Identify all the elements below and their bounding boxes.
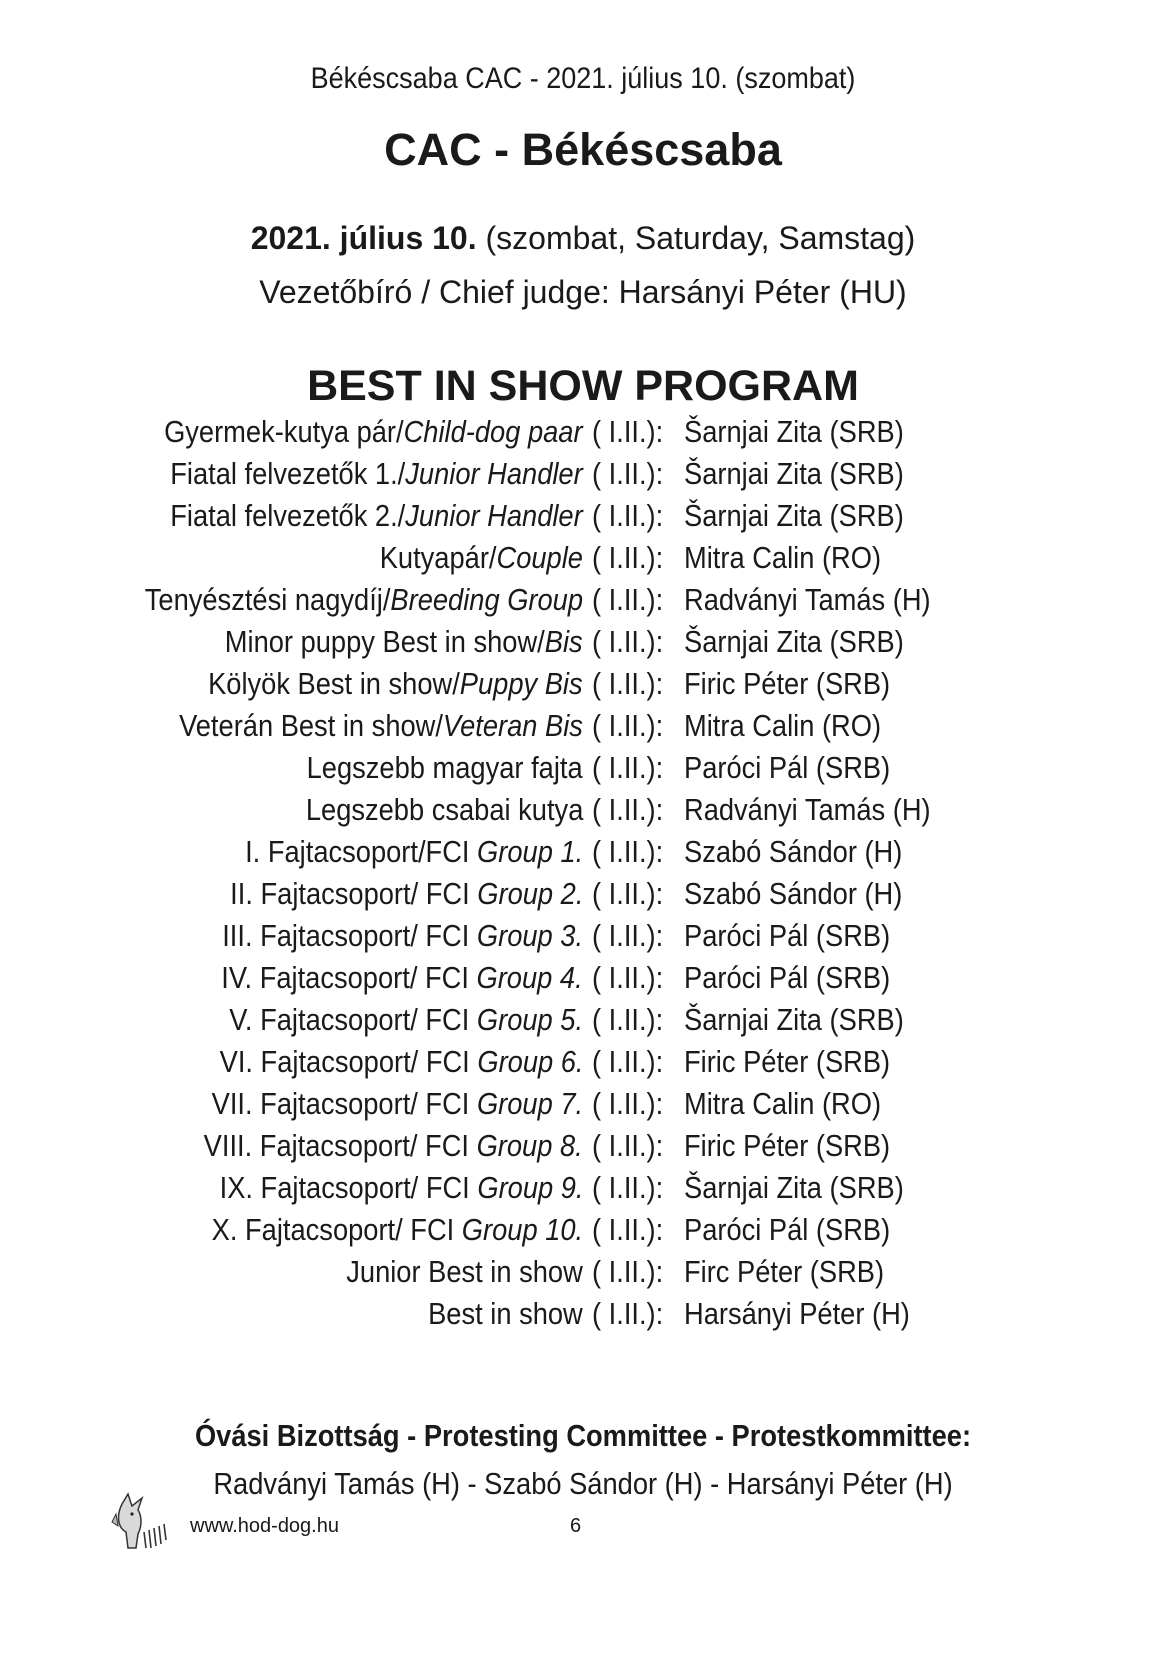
category-en: Junior Handler — [405, 498, 583, 533]
category-en: Couple — [496, 540, 583, 575]
running-header: Békéscsaba CAC - 2021. július 10. (szombat) — [310, 62, 856, 95]
footer-url[interactable]: www.hod-dog.hu — [190, 1515, 339, 1537]
category-en: Group 9. — [476, 1170, 583, 1205]
program-row — [0, 411, 1166, 453]
category-name — [346, 1251, 583, 1293]
category-en: Group 2. — [476, 876, 583, 911]
category-name — [165, 411, 583, 453]
event-date-bold: 2021. július 10. — [250, 220, 477, 256]
category-en: Breeding Group — [390, 582, 583, 617]
category-hu: Minor puppy Best in show/ — [225, 624, 546, 659]
category-name — [171, 495, 583, 537]
program-row — [0, 999, 1166, 1041]
program-row — [0, 1251, 1166, 1293]
category-en: Junior Handler — [405, 456, 583, 491]
category-en: Puppy Bis — [460, 666, 583, 701]
page-number: 6 — [570, 1515, 582, 1537]
category-hu: Fiatal felvezetők 2./ — [170, 498, 406, 533]
program-row — [0, 705, 1166, 747]
category-name — [307, 747, 583, 789]
judge-name: Paróci Pál (SRB) — [684, 1212, 891, 1247]
event-date-days: (szombat, Saturday, Samstag) — [476, 220, 916, 256]
category-hu: VII. Fajtacsoport/ FCI — [211, 1086, 477, 1121]
judge-name: Paróci Pál (SRB) — [684, 960, 891, 995]
category-hu: Fiatal felvezetők 1./ — [170, 456, 406, 491]
chief-judge: Vezetőbíró / Chief judge: Harsányi Péter (HU) — [259, 274, 907, 310]
placing: ( I.II.): — [592, 834, 664, 869]
judge-name: Šarnjai Zita (SRB) — [684, 1002, 904, 1037]
program-row — [0, 453, 1166, 495]
category-name — [212, 1083, 583, 1125]
category-name — [380, 537, 583, 579]
category-name — [219, 1167, 583, 1209]
judge-name: Szabó Sándor (H) — [684, 834, 903, 869]
event-date — [0, 220, 1166, 257]
category-hu: Legszebb csabai kutya — [305, 792, 583, 827]
judge-name: Firc Péter (SRB) — [684, 1254, 885, 1289]
category-en: Group 6. — [476, 1044, 583, 1079]
program-row — [0, 579, 1166, 621]
judge-name: Šarnjai Zita (SRB) — [684, 498, 904, 533]
category-en: Group 8. — [476, 1128, 583, 1163]
program-row — [0, 1125, 1166, 1167]
category-hu: Veterán Best in show/ — [179, 708, 443, 743]
judge-name: Firic Péter (SRB) — [684, 666, 891, 701]
placing: ( I.II.): — [592, 1002, 664, 1037]
placing: ( I.II.): — [592, 624, 664, 659]
judge-name: Šarnjai Zita (SRB) — [684, 456, 904, 491]
category-name — [208, 663, 583, 705]
judge-name: Harsányi Péter (H) — [684, 1296, 910, 1331]
category-hu: Kölyök Best in show/ — [208, 666, 461, 701]
category-hu: X. Fajtacsoport/ FCI — [211, 1212, 462, 1247]
category-en: Group 3. — [476, 918, 583, 953]
judge-name: Šarnjai Zita (SRB) — [684, 414, 904, 449]
category-hu: VI. Fajtacsoport/ FCI — [219, 1044, 477, 1079]
placing: ( I.II.): — [592, 1296, 664, 1331]
judge-name: Radványi Tamás (H) — [684, 582, 931, 617]
category-en: Group 5. — [476, 1002, 583, 1037]
program-row — [0, 1041, 1166, 1083]
category-hu: Best in show — [428, 1296, 583, 1331]
page-title: CAC - Békéscsaba — [384, 124, 782, 175]
category-name — [305, 789, 583, 831]
category-en: Veteran Bis — [442, 708, 583, 743]
program-row — [0, 957, 1166, 999]
program-row — [0, 1083, 1166, 1125]
placing: ( I.II.): — [592, 918, 664, 953]
placing: ( I.II.): — [592, 414, 664, 449]
category-en: Bis — [545, 624, 583, 659]
category-name — [145, 579, 583, 621]
category-hu: Tenyésztési nagydíj/ — [144, 582, 391, 617]
category-en: Child-dog paar — [404, 414, 583, 449]
category-hu: VIII. Fajtacsoport/ FCI — [203, 1128, 477, 1163]
placing: ( I.II.): — [592, 876, 664, 911]
category-hu: IX. Fajtacsoport/ FCI — [219, 1170, 477, 1205]
program-row — [0, 663, 1166, 705]
category-en: Group 10. — [461, 1212, 583, 1247]
placing: ( I.II.): — [592, 582, 664, 617]
category-name — [225, 621, 583, 663]
category-name — [245, 831, 583, 873]
category-hu: IV. Fajtacsoport/ FCI — [221, 960, 477, 995]
category-name — [229, 999, 583, 1041]
judge-name: Mitra Calin (RO) — [684, 708, 882, 743]
category-hu: II. Fajtacsoport/ FCI — [229, 876, 477, 911]
program-list — [0, 411, 1166, 1335]
placing: ( I.II.): — [592, 498, 664, 533]
placing: ( I.II.): — [592, 1044, 664, 1079]
category-hu: Gyermek-kutya pár/ — [164, 414, 405, 449]
placing: ( I.II.): — [592, 1128, 664, 1163]
judge-name: Mitra Calin (RO) — [684, 1086, 882, 1121]
program-row — [0, 537, 1166, 579]
judge-name: Mitra Calin (RO) — [684, 540, 882, 575]
section-title: BEST IN SHOW PROGRAM — [307, 362, 859, 410]
placing: ( I.II.): — [592, 1254, 664, 1289]
category-en: Group 7. — [476, 1086, 583, 1121]
placing: ( I.II.): — [592, 792, 664, 827]
judge-name: Paróci Pál (SRB) — [684, 750, 891, 785]
committee-members: Radványi Tamás (H) - Szabó Sándor (H) - Harsányi Péter (H) — [213, 1466, 953, 1501]
program-row — [0, 789, 1166, 831]
judge-name: Šarnjai Zita (SRB) — [684, 624, 904, 659]
category-hu: I. Fajtacsoport/FCI — [244, 834, 477, 869]
placing: ( I.II.): — [592, 1170, 664, 1205]
category-en: Group 4. — [476, 960, 583, 995]
placing: ( I.II.): — [592, 456, 664, 491]
judge-name: Radványi Tamás (H) — [684, 792, 931, 827]
program-row — [0, 1167, 1166, 1209]
judge-name: Szabó Sándor (H) — [684, 876, 903, 911]
program-row — [0, 495, 1166, 537]
program-row — [0, 873, 1166, 915]
category-hu: Legszebb magyar fajta — [306, 750, 583, 785]
category-name — [222, 915, 583, 957]
placing: ( I.II.): — [592, 960, 664, 995]
program-row — [0, 621, 1166, 663]
placing: ( I.II.): — [592, 750, 664, 785]
category-name — [428, 1293, 583, 1335]
committee-title: Óvási Bizottság - Protesting Committee - Protestkommittee: — [194, 1418, 972, 1453]
category-name — [171, 453, 583, 495]
judge-name: Šarnjai Zita (SRB) — [684, 1170, 904, 1205]
category-name — [230, 873, 583, 915]
judge-name: Firic Péter (SRB) — [684, 1044, 891, 1079]
program-row — [0, 1293, 1166, 1335]
category-hu: V. Fajtacsoport/ FCI — [229, 1002, 477, 1037]
placing: ( I.II.): — [592, 1212, 664, 1247]
category-hu: Junior Best in show — [346, 1254, 583, 1289]
program-row — [0, 915, 1166, 957]
category-name — [179, 705, 583, 747]
category-en: Group 1. — [476, 834, 583, 869]
category-hu: III. Fajtacsoport/ FCI — [222, 918, 477, 953]
judge-name: Paróci Pál (SRB) — [684, 918, 891, 953]
category-name — [219, 1041, 583, 1083]
category-name — [204, 1125, 583, 1167]
dog-logo-icon — [108, 1492, 180, 1552]
program-row — [0, 831, 1166, 873]
category-hu: Kutyapár/ — [379, 540, 497, 575]
program-row — [0, 747, 1166, 789]
placing: ( I.II.): — [592, 1086, 664, 1121]
category-name — [222, 957, 583, 999]
program-row — [0, 1209, 1166, 1251]
placing: ( I.II.): — [592, 708, 664, 743]
placing: ( I.II.): — [592, 540, 664, 575]
judge-name: Firic Péter (SRB) — [684, 1128, 891, 1163]
category-name — [212, 1209, 583, 1251]
placing: ( I.II.): — [592, 666, 664, 701]
